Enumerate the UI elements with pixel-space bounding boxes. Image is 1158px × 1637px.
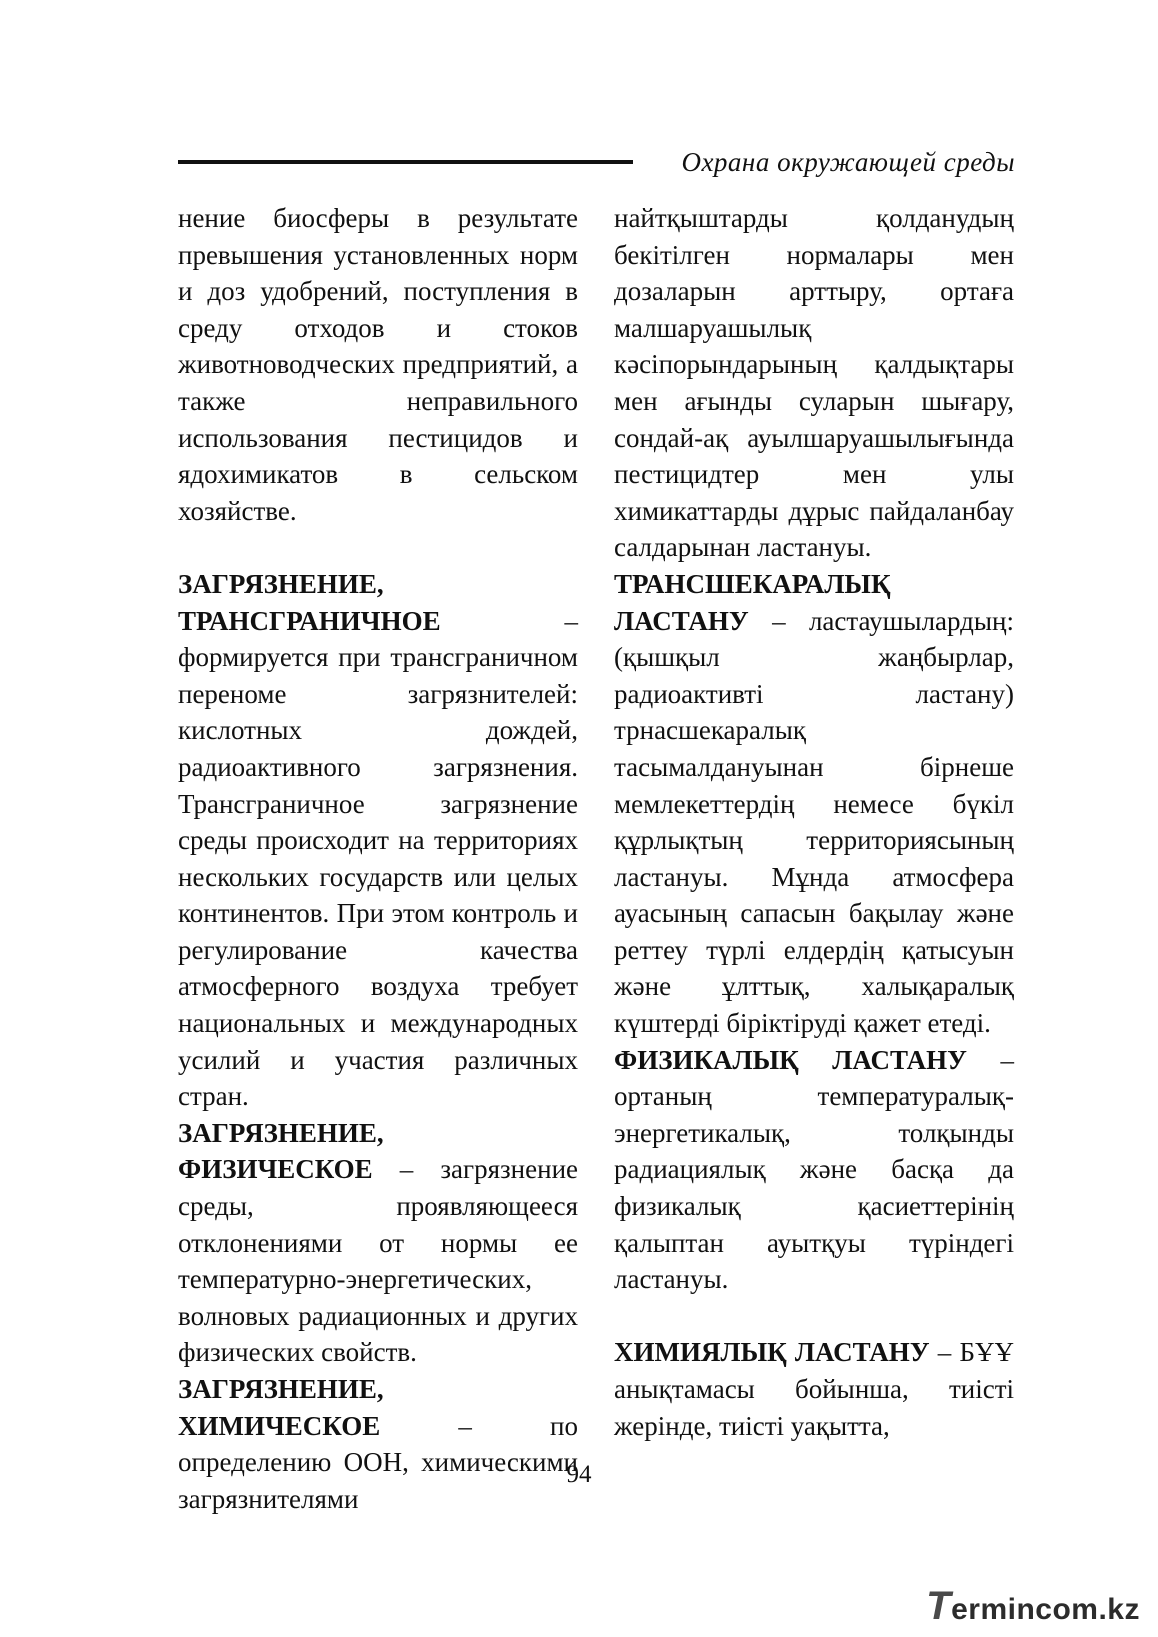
watermark-text: ermincom.kz (951, 1593, 1140, 1626)
left-entry-physical (178, 1115, 578, 1371)
entry-term: ТРАНСШЕКАРАЛЫҚ ЛАСТАНУ (614, 568, 891, 636)
left-entry-chemical (178, 1371, 578, 1517)
left-entry-transboundary (178, 566, 578, 1115)
entry-definition: – ортаның температуралық-энергетикалық, толқынды радиациялық және басқа да физикалық қасиеттерінің қалыптан ауытқуы түріндегі ластануы. (614, 1044, 1015, 1295)
right-entry-chemical (614, 1334, 1014, 1444)
header-rule (178, 160, 633, 164)
right-entry-transboundary (614, 566, 1014, 1042)
entry-term: ФИЗИКАЛЫҚ ЛАСТАНУ (614, 1044, 967, 1075)
entry-definition: – ластаушылардың: (қышқыл жаңбырлар, радиоактивті ластану) трнасшекаралық тасымалдануынан бірнеше мемлекеттердің немесе бүкіл құрлықтың территориясының ластануы. Мұнда атмосфера ауасының сапасын бақылау және реттеу түрлі елдердің қатысуын және ұлттық, халықаралық күштерді біріктіруді қажет етеді. (614, 605, 1014, 1039)
entry-term: ЗАГРЯЗНЕНИЕ, ХИМИЧЕСКОЕ (178, 1374, 384, 1441)
watermark-initial: T (926, 1584, 952, 1628)
right-column (614, 200, 1014, 1444)
left-paragraph-1: нение биосферы в результате превышения установленных норм и доз удобрений, поступления в среду отходов и стоков животноводческих предприятий, а также неправильного использования пестицидов и ядохимикатов в сельском хозяйстве. (178, 203, 578, 526)
entry-definition: – загрязнение среды, проявляющееся отклонениями от нормы ее температурно-энергетических, волновых радиационных и других физических свойств. (178, 1154, 578, 1368)
left-column (178, 200, 578, 1517)
entry-term: ЗАГРЯЗНЕНИЕ, ФИЗИЧЕСКОЕ (178, 1117, 384, 1185)
entry-definition: – БҰҰ анықтамасы бойынша, тиісті жерінде, тиісті уақытта, (614, 1337, 1014, 1441)
right-paragraph-1: найтқыштарды қолданудың бекітілген нормалары мен дозаларын арттыру, ортаға малшаруашылық кәсіпорындарының қалдықтары мен ағынды суларын шығару, сондай-ақ ауылшаруашылығында пестицидтер мен улы химикаттарды дұрыс пайдаланбау салдарынан ластануы. (614, 203, 1014, 563)
entry-definition: – формируется при трансграничном переноме загрязнителей: кислотных дождей, радиоактивного загрязнения. Трансграничное загрязнение среды происходит на территориях нескольких государств или целых континентов. При этом контроль и регулирование качества атмосферного воздуха требует национальных и международных усилий и участия различных стран. (178, 605, 578, 1112)
entry-term: ХИМИЯЛЫҚ ЛАСТАНУ (614, 1337, 930, 1368)
right-entry-physical (614, 1042, 1014, 1298)
paragraph-gap (614, 1298, 1014, 1335)
site-watermark (926, 1584, 1140, 1628)
paragraph-gap (178, 529, 578, 566)
running-title: Охрана окружающей среды (681, 147, 1015, 177)
entry-term: ЗАГРЯЗНЕНИЕ, ТРАНСГРАНИЧНОЕ (178, 568, 441, 636)
page-number: 94 (566, 1461, 592, 1488)
entry-definition: – по определению ООН, химическими загрязнителями (178, 1410, 578, 1514)
